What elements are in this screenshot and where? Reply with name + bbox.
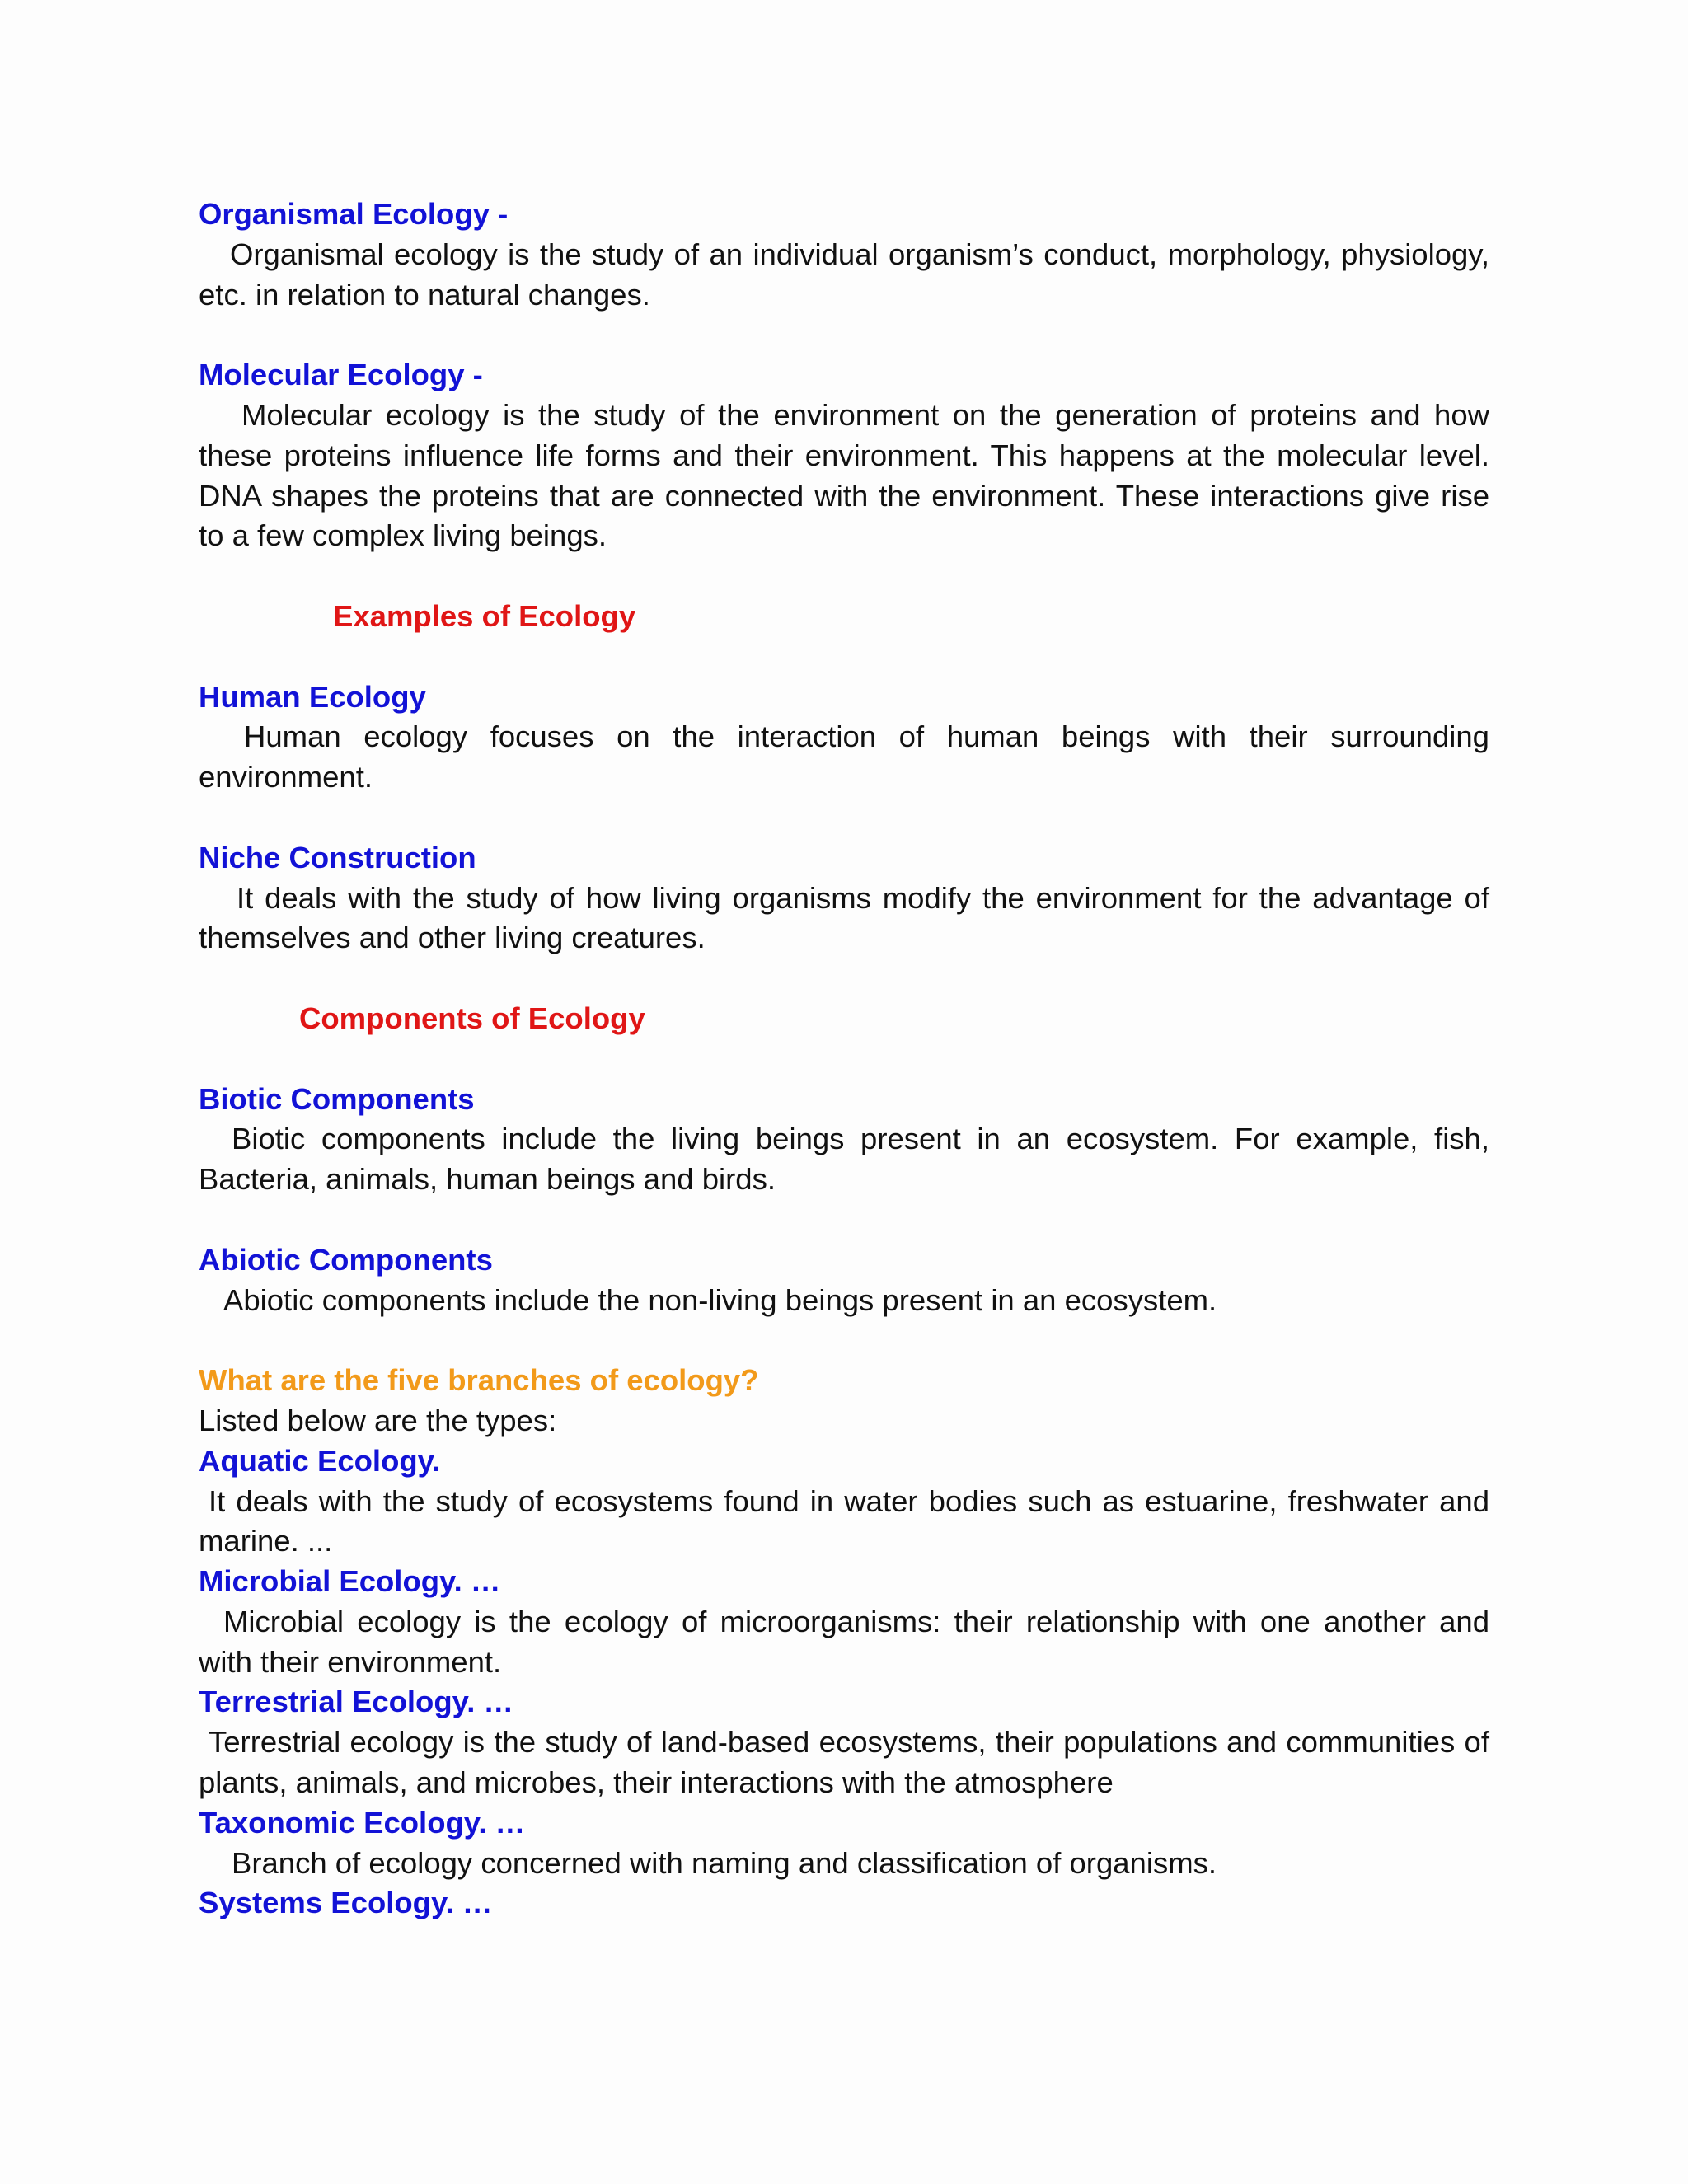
microbial-ecology-text: Microbial ecology is the ecology of microorganisms: their relationship with one another and with their environment. <box>199 1604 1489 1679</box>
molecular-ecology-text: Molecular ecology is the study of the environment on the generation of proteins and how these proteins influence life forms and their environment. This happens at the molecular level. DNA shapes the proteins that are connected with the environment. These interactions give rise to a few complex living beings. <box>199 397 1489 553</box>
spacer <box>199 798 1489 838</box>
human-ecology-heading: Human Ecology <box>199 679 426 714</box>
microbial-ecology-heading: Microbial Ecology. … <box>199 1564 501 1599</box>
spacer <box>199 556 1489 597</box>
aquatic-ecology-text: It deals with the study of ecosystems found in water bodies such as estuarine, freshwater and marine. ... <box>199 1483 1489 1558</box>
terrestrial-ecology-text: Terrestrial ecology is the study of land-based ecosystems, their populations and communities of plants, animals, and microbes, their interactions with the atmosphere <box>199 1725 1489 1800</box>
spacer <box>199 637 1489 677</box>
abiotic-components-heading: Abiotic Components <box>199 1242 493 1277</box>
organismal-ecology-heading: Organismal Ecology - <box>199 197 509 231</box>
human-ecology-text: Human ecology focuses on the interaction of human beings with their surrounding environment. <box>199 719 1489 794</box>
branches-question-heading: What are the five branches of ecology? <box>199 1363 759 1398</box>
spacer <box>199 315 1489 355</box>
niche-construction-heading: Niche Construction <box>199 840 476 874</box>
systems-ecology-heading: Systems Ecology. … <box>199 1886 493 1920</box>
examples-of-ecology-title: Examples of Ecology <box>333 598 636 633</box>
terrestrial-ecology-heading: Terrestrial Ecology. … <box>199 1685 514 1719</box>
aquatic-ecology-heading: Aquatic Ecology. <box>199 1443 441 1478</box>
spacer <box>199 1039 1489 1080</box>
document-body <box>199 194 1489 1924</box>
niche-construction-text: It deals with the study of how living organisms modify the environment for the advantage of themselves and other living creatures. <box>199 880 1489 955</box>
biotic-components-text: Biotic components include the living beings present in an ecosystem. For example, fish, Bacteria, animals, human beings and birds. <box>199 1122 1489 1197</box>
components-of-ecology-title: Components of Ecology <box>299 1001 645 1035</box>
molecular-ecology-heading: Molecular Ecology - <box>199 358 483 392</box>
organismal-ecology-text: Organismal ecology is the study of an individual organism’s conduct, morphology, physiology, etc. in relation to natural changes. <box>199 237 1489 312</box>
abiotic-components-text: Abiotic components include the non-living beings present in an ecosystem. <box>223 1282 1217 1317</box>
spacer <box>199 1320 1489 1361</box>
biotic-components-heading: Biotic Components <box>199 1081 475 1116</box>
taxonomic-ecology-heading: Taxonomic Ecology. … <box>199 1805 526 1840</box>
taxonomic-ecology-text: Branch of ecology concerned with naming and classification of organisms. <box>232 1845 1217 1880</box>
spacer <box>199 958 1489 999</box>
spacer <box>199 1200 1489 1240</box>
branches-intro-text: Listed below are the types: <box>199 1403 557 1437</box>
